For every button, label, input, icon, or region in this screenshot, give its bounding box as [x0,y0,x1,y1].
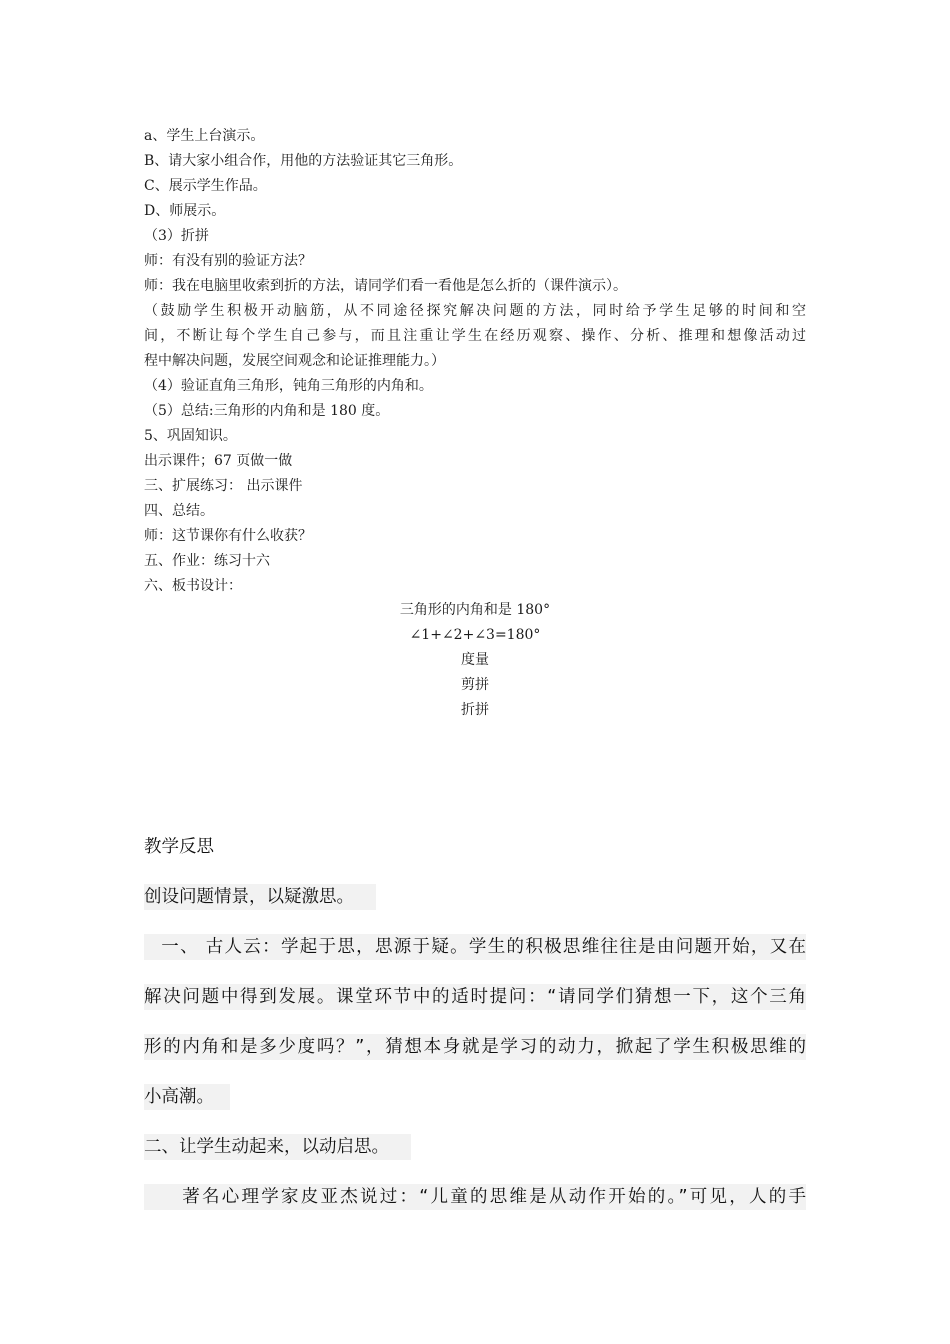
lesson-line: 间，不断让每个学生自己参与，而且注重让学生在经历观察、操作、分析、推理和想像活动过 [144,328,806,344]
lesson-line: C、展示学生作品。 [144,178,267,194]
reflection-point1-title: 创设问题情景，以疑激思。 [144,884,376,910]
lesson-line: 五、作业：练习十六 [144,553,270,569]
lesson-line: 四、总结。 [144,503,214,519]
reflection-point2-title: 二、让学生动起来，以动启思。 [144,1134,411,1160]
board-design-title: 三角形的内角和是 180° [399,602,551,618]
lesson-line: 三、扩展练习： 出示课件 [144,478,303,494]
reflection-paragraph-line: 著名心理学家皮亚杰说过：“儿童的思维是从动作开始的。”可见，人的手 [144,1184,806,1210]
lesson-line: 师：有没有别的验证方法？ [144,253,312,269]
lesson-line: 程中解决问题，发展空间观念和论证推理能力。） [144,353,445,369]
board-design-item: 度量 [461,652,489,668]
reflection-paragraph-line: 形的内角和是多少度吗？”，猜想本身就是学习的动力，掀起了学生积极思维的 [144,1034,806,1060]
lesson-line: （4）验证直角三角形，钝角三角形的内角和。 [144,378,433,394]
lesson-line: D、师展示。 [144,203,226,219]
lesson-line: （3）折拼 [144,228,209,244]
lesson-line: 师：这节课你有什么收获？ [144,528,312,544]
reflection-paragraph-line: 小高潮。 [144,1084,230,1110]
lesson-line: B、请大家小组合作，用他的方法验证其它三角形。 [144,153,463,169]
reflection-paragraph-line: 一、 古人云：学起于思，思源于疑。学生的积极思维往往是由问题开始，又在 [144,934,806,960]
reflection-heading: 教学反思 [144,837,214,857]
lesson-line: （5）总结:三角形的内角和是 180 度。 [144,403,390,419]
board-design-item: 剪拼 [461,677,489,693]
lesson-line: （鼓励学生积极开动脑筋，从不同途径探究解决问题的方法，同时给予学生足够的时间和空 [144,303,806,319]
lesson-line: 5、巩固知识。 [144,428,237,444]
reflection-paragraph-line: 解决问题中得到发展。课堂环节中的适时提问：“请同学们猜想一下，这个三角 [144,984,806,1010]
board-design-formula: ∠1+∠2+∠3=180° [409,627,541,643]
lesson-line: 六、板书设计： [144,578,242,594]
board-design-item: 折拼 [461,702,489,718]
lesson-line: 出示课件；67 页做一做 [144,453,293,469]
lesson-line: a、学生上台演示。 [144,128,265,144]
lesson-line: 师：我在电脑里收索到折的方法，请同学们看一看他是怎么折的（课件演示）。 [144,278,627,294]
